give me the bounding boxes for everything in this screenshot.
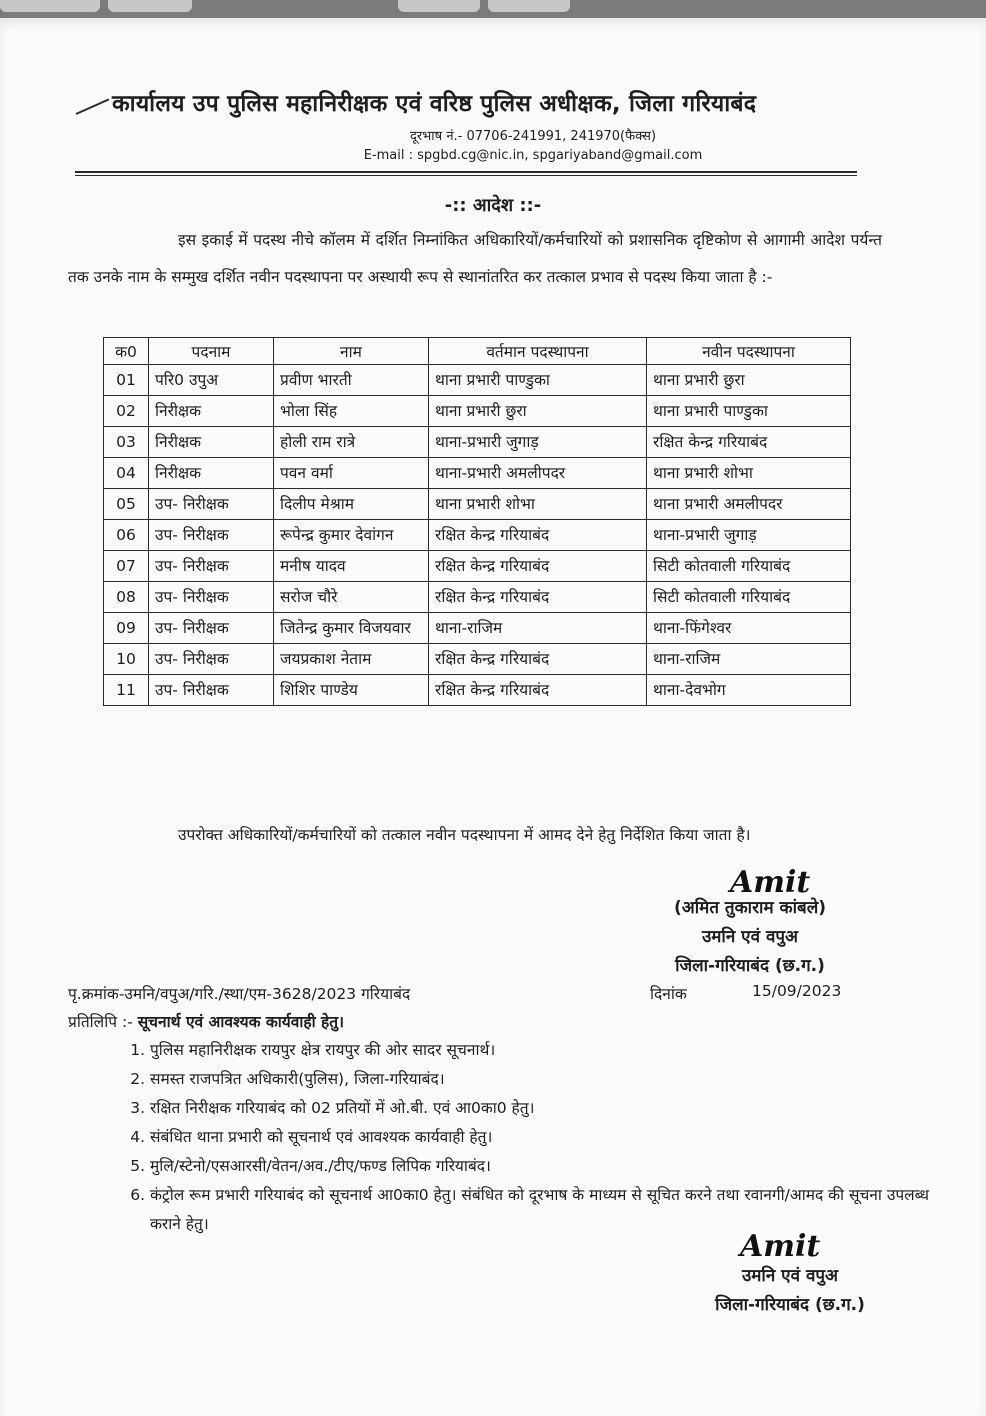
cell-current-posting: थाना प्रभारी छुरा	[429, 396, 647, 427]
table-row	[104, 520, 851, 551]
list-item: 5. मुलि/स्टेनो/एसआरसी/वेतन/अव./टीए/फण्ड लिपिक गरियाबंद।	[150, 1152, 930, 1181]
table-row	[104, 427, 851, 458]
cell-name: प्रवीण भारती	[274, 365, 429, 396]
table-row	[104, 365, 851, 396]
cell-name: भोला सिंह	[274, 396, 429, 427]
order-closing: उपरोक्त अधिकारियों/कर्मचारियों को तत्काल नवीन पदस्थापना में आमद देने हेतु निर्देशित किया जाता है।	[178, 826, 751, 844]
office-phone: दूरभाष नं.- 07706-241991, 241970(फैक्स)	[409, 129, 657, 144]
table-row	[104, 489, 851, 520]
cell-current-posting: थाना-प्रभारी अमलीपदर	[429, 458, 647, 489]
cell-designation: उप- निरीक्षक	[149, 644, 274, 675]
cell-designation: उप- निरीक्षक	[149, 520, 274, 551]
top-tab	[398, 0, 480, 12]
cell-current-posting: रक्षित केन्द्र गरियाबंद	[429, 520, 647, 551]
table-row	[104, 613, 851, 644]
cell-serial: 11	[104, 675, 149, 706]
signature-block-2	[660, 1229, 920, 1320]
cell-serial: 10	[104, 644, 149, 675]
table-header-row	[104, 338, 851, 365]
cell-name: जितेन्द्र कुमार विजयवार	[274, 613, 429, 644]
handwritten-signature: Amit	[740, 1229, 821, 1264]
cell-new-posting: थाना प्रभारी पाण्डुका	[647, 396, 851, 427]
cell-new-posting: सिटी कोतवाली गरियाबंद	[647, 551, 851, 582]
signatory-name: (अमित तुकाराम कांबले)	[674, 898, 826, 918]
cell-current-posting: रक्षित केन्द्र गरियाबंद	[429, 644, 647, 675]
cell-current-posting: थाना-राजिम	[429, 613, 647, 644]
cell-current-posting: थाना प्रभारी शोभा	[429, 489, 647, 520]
cell-name: जयप्रकाश नेताम	[274, 644, 429, 675]
signatory-district: जिला-गरियाबंद (छ.ग.)	[715, 1295, 865, 1315]
cell-name: पवन वर्मा	[274, 458, 429, 489]
cell-designation: निरीक्षक	[149, 396, 274, 427]
cell-current-posting: रक्षित केन्द्र गरियाबंद	[429, 675, 647, 706]
office-email: E-mail : spgbd.cg@nic.in, spgariyaband@gmail.com	[363, 148, 703, 163]
cell-new-posting: थाना-प्रभारी जुगाड़	[647, 520, 851, 551]
cell-serial: 06	[104, 520, 149, 551]
cell-serial: 04	[104, 458, 149, 489]
column-header-serial: क0	[104, 338, 149, 365]
cell-serial: 03	[104, 427, 149, 458]
table-row	[104, 396, 851, 427]
cell-serial: 08	[104, 582, 149, 613]
copy-purpose: सूचनार्थ एवं आवश्यक कार्यवाही हेतु।	[137, 1013, 344, 1031]
cell-current-posting: रक्षित केन्द्र गरियाबंद	[429, 551, 647, 582]
list-item: 1. पुलिस महानिरीक्षक रायपुर क्षेत्र रायपुर की ओर सादर सूचनार्थ।	[150, 1036, 930, 1065]
cell-new-posting: सिटी कोतवाली गरियाबंद	[647, 582, 851, 613]
table-row	[104, 644, 851, 675]
cell-name: दिलीप मेश्राम	[274, 489, 429, 520]
table-row	[104, 582, 851, 613]
cell-name: होली राम रात्रे	[274, 427, 429, 458]
cell-new-posting: थाना-फिंगेश्वर	[647, 613, 851, 644]
order-date: 15/09/2023	[752, 982, 842, 1000]
transfer-table	[103, 337, 851, 706]
order-intro: इस इकाई में पदस्थ नीचे कॉलम में दर्शित निम्नांकित अधिकारियों/कर्मचारियों को प्रशासनिक दृष्टिकोण से आगामी आदेश पर्यन्त तक उनके नाम के सम्मुख दर्शित नवीन पदस्थापना पर अस्थायी रूप से स्थानांतरित कर तत्काल प्रभाव से पदस्थ किया जाता है :-	[68, 231, 882, 286]
cell-designation: उप- निरीक्षक	[149, 675, 274, 706]
cell-designation: उप- निरीक्षक	[149, 582, 274, 613]
cell-serial: 02	[104, 396, 149, 427]
list-item: 6. कंट्रोल रूम प्रभारी गरियाबंद को सूचनार्थ आ0का0 हेतु। संबंधित को दूरभाष के माध्यम से सूचित करने तथा रवानगी/आमद की सूचना उपलब्ध कराने हेतु।	[150, 1181, 930, 1239]
order-heading: -:: आदेश ::-	[444, 195, 542, 216]
cell-serial: 09	[104, 613, 149, 644]
cell-designation: उप- निरीक्षक	[149, 489, 274, 520]
cell-new-posting: रक्षित केन्द्र गरियाबंद	[647, 427, 851, 458]
copy-label: प्रतिलिपि :-	[68, 1013, 133, 1031]
table-row	[104, 551, 851, 582]
cell-current-posting: रक्षित केन्द्र गरियाबंद	[429, 582, 647, 613]
copy-to-line	[68, 1010, 344, 1032]
cell-new-posting: थाना प्रभारी छुरा	[647, 365, 851, 396]
cell-designation: निरीक्षक	[149, 427, 274, 458]
cell-new-posting: थाना प्रभारी शोभा	[647, 458, 851, 489]
cell-name: रूपेन्द्र कुमार देवांगन	[274, 520, 429, 551]
header-divider-thin	[75, 175, 857, 176]
column-header-name: नाम	[274, 338, 429, 365]
column-header-designation: पदनाम	[149, 338, 274, 365]
cell-new-posting: थाना प्रभारी अमलीपदर	[647, 489, 851, 520]
cell-name: मनीष यादव	[274, 551, 429, 582]
cell-name: सरोज चौरे	[274, 582, 429, 613]
cell-serial: 07	[104, 551, 149, 582]
cell-designation: उप- निरीक्षक	[149, 613, 274, 644]
list-item: 4. संबंधित थाना प्रभारी को सूचनार्थ एवं आवश्यक कार्यवाही हेतु।	[150, 1123, 930, 1152]
signatory-district: जिला-गरियाबंद (छ.ग.)	[675, 956, 825, 976]
column-header-new-posting: नवीन पदस्थापना	[647, 338, 851, 365]
signatory-designation: उमनि एवं वपुअ	[741, 1266, 839, 1286]
table-row	[104, 675, 851, 706]
handwritten-signature: Amit	[730, 865, 811, 900]
top-tab	[488, 0, 570, 12]
signatory-designation: उमनि एवं वपुअ	[701, 927, 799, 947]
list-item: 3. रक्षित निरीक्षक गरियाबंद को 02 प्रतियों में ओ.बी. एवं आ0का0 हेतु।	[150, 1094, 930, 1123]
signature-block-1	[620, 865, 880, 981]
cell-designation: उप- निरीक्षक	[149, 551, 274, 582]
top-tab	[0, 0, 100, 12]
copy-list	[110, 1036, 930, 1239]
cell-new-posting: थाना-राजिम	[647, 644, 851, 675]
cell-designation: परि0 उपुअ	[149, 365, 274, 396]
header-divider	[75, 171, 857, 173]
table-row	[104, 458, 851, 489]
cell-serial: 05	[104, 489, 149, 520]
cell-serial: 01	[104, 365, 149, 396]
office-title: कार्यालय उप पुलिस महानिरीक्षक एवं वरिष्ठ पुलिस अधीक्षक, जिला गरियाबंद	[112, 91, 757, 117]
column-header-current-posting: वर्तमान पदस्थापना	[429, 338, 647, 365]
cell-current-posting: थाना-प्रभारी जुगाड़	[429, 427, 647, 458]
list-item: 2. समस्त राजपत्रित अधिकारी(पुलिस), जिला-गरियाबंद।	[150, 1065, 930, 1094]
reference-number: पृ.क्रमांक-उमनि/वपुअ/गरि./स्था/एम-3628/2023 गरियाबंद	[68, 985, 411, 1003]
cell-current-posting: थाना प्रभारी पाण्डुका	[429, 365, 647, 396]
top-tab	[108, 0, 192, 12]
cell-name: शिशिर पाण्डेय	[274, 675, 429, 706]
cell-new-posting: थाना-देवभोग	[647, 675, 851, 706]
date-label: दिनांक	[650, 985, 687, 1003]
cell-designation: निरीक्षक	[149, 458, 274, 489]
